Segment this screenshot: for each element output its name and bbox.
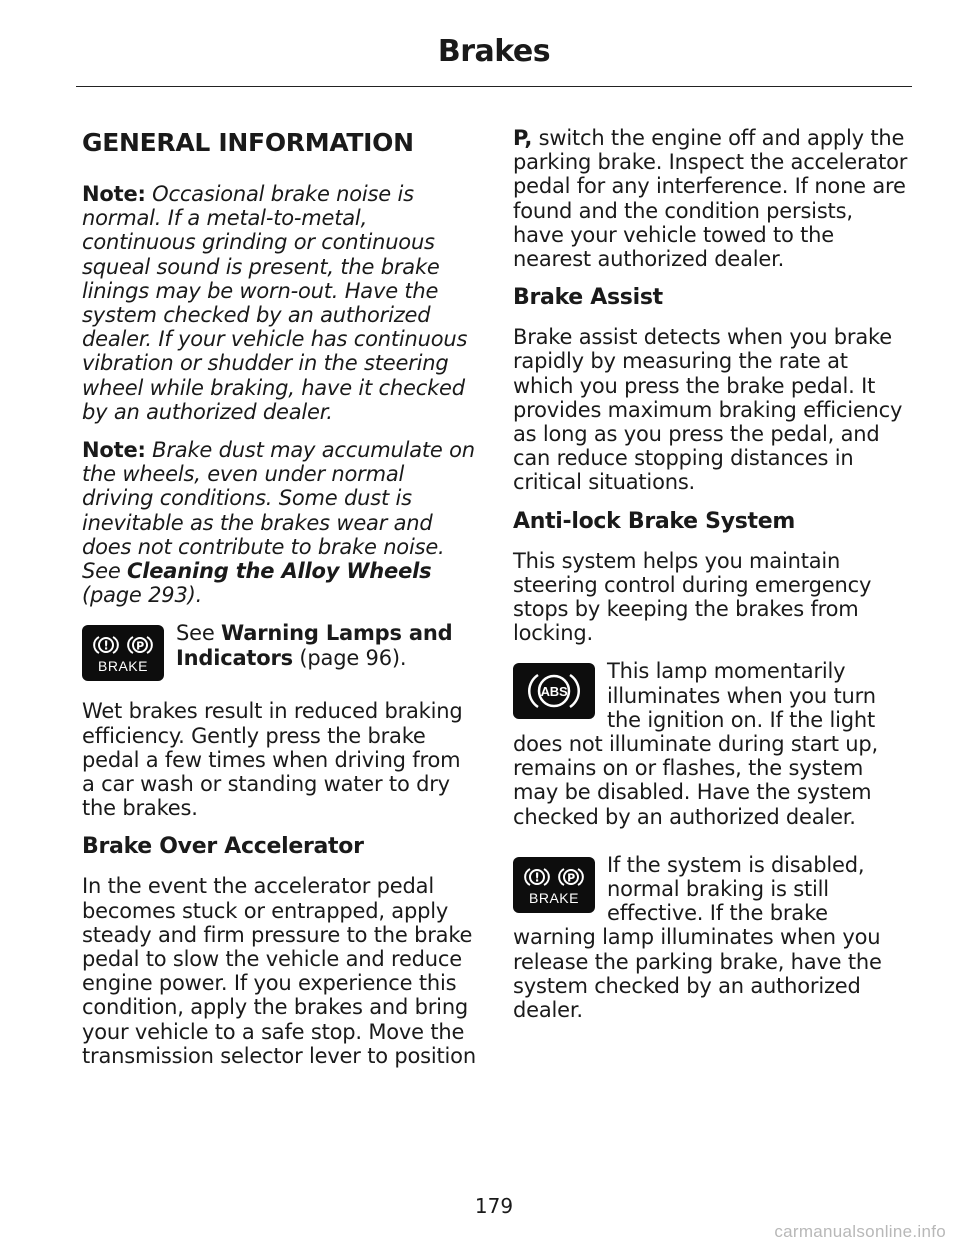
alert-mark: ! xyxy=(534,870,540,885)
brake-alert-icon xyxy=(524,866,550,888)
page-reference: (page 96). xyxy=(292,645,407,670)
left-column xyxy=(82,118,477,1082)
position-p-label: P, xyxy=(513,126,533,150)
parking-brake-icon xyxy=(558,866,584,888)
page-reference: (page 293). xyxy=(82,583,203,608)
page-title: Brakes xyxy=(437,34,551,69)
abs-icon xyxy=(526,669,582,713)
header-divider xyxy=(76,86,912,87)
brake-word: BRAKE xyxy=(98,658,148,675)
parking-brake-icon xyxy=(127,634,153,656)
park-letter: P xyxy=(136,639,144,653)
brake-lamp-reference xyxy=(513,853,908,1022)
note-label: Note: xyxy=(82,182,146,206)
section-title-brake-assist: Brake Assist xyxy=(513,285,663,311)
note-brake-dust xyxy=(82,438,477,607)
brake-warning-lamp-reference xyxy=(82,621,477,685)
brake-over-accelerator-paragraph: In the event the accelerator pedal becomes stuck or entrapped, apply steady and firm pressure to the brake pedal to slow the vehicle and reduce engine power. If you experience this condition, apply the brakes and bring your vehicle to a safe stop. Move the transmission selector lever to position xyxy=(82,874,476,1068)
abs-intro-paragraph: This system helps you maintain steering control during emergency stops by keeping the brakes from locking. xyxy=(513,548,872,646)
note-label: Note: xyxy=(82,438,146,463)
note-text: Brake dust may accumulate on the wheels, even under normal driving conditions. Some dust is inevitable as the brakes wear and does not contribute to brake noise. See xyxy=(82,438,475,584)
brake-lamp-text: If the system is disabled, normal braking is still effective. If the brake warning lamp illuminates when you release the parking brake, have the system checked by an authorized dealer. xyxy=(513,852,882,1023)
alert-mark: ! xyxy=(103,638,109,653)
park-letter: P xyxy=(567,871,575,885)
right-column xyxy=(513,126,908,1036)
watermark: carmanualsonline.info xyxy=(774,1222,946,1241)
continued-text: switch the engine off and apply the parking brake. Inspect the accelerator pedal for any interference. If none are found and the condition persists, have your vehicle towed to the nearest authorized dealer. xyxy=(513,126,908,272)
link-cleaning-alloy-wheels[interactable]: Cleaning the Alloy Wheels xyxy=(127,559,432,584)
section-title-general-information: GENERAL INFORMATION xyxy=(82,128,414,157)
wet-brakes-paragraph: Wet brakes result in reduced braking efficiency. Gently press the brake pedal a few times when driving from a car wash or standing water to dry the brakes. xyxy=(82,699,463,821)
abs-label: ABS xyxy=(540,684,568,700)
continued-paragraph xyxy=(513,126,908,271)
brake-alert-icon xyxy=(93,634,119,656)
abs-lamp-reference xyxy=(513,659,908,828)
brake-assist-paragraph: Brake assist detects when you brake rapidly by measuring the rate at which you press the brake pedal. It provides maximum braking efficiency as long as you press the pedal, and can reduce stopping distances in critical situations. xyxy=(513,325,903,495)
page-number: 179 xyxy=(474,1194,514,1218)
abs-warning-lamp-icon xyxy=(513,663,595,719)
brake-warning-lamp-icon xyxy=(82,625,164,681)
note-text: Occasional brake noise is normal. If a metal-to-metal, continuous grinding or continuous squeal sound is present, the brake linings may be worn-out. Have the system checked by an authorized dealer. If your vehicle has continuous vibration or shudder in the steering wheel while braking, have it checked by an authorized dealer. xyxy=(82,182,468,424)
see-text: See xyxy=(176,621,222,646)
note-brake-noise xyxy=(82,182,477,424)
brake-warning-lamp-icon xyxy=(513,857,595,913)
brake-word: BRAKE xyxy=(529,889,579,906)
abs-lamp-text: This lamp momentarily illuminates when you turn the ignition on. If the light does not illuminate during start up, remains on or flashes, the system may be disabled. Have the system checked by an authorized dealer. xyxy=(513,659,879,829)
section-title-brake-over-accelerator: Brake Over Accelerator xyxy=(82,834,364,860)
section-title-anti-lock-brake-system: Anti-lock Brake System xyxy=(513,508,795,534)
link-warning-lamps-indicators[interactable]: Warning Lamps and Indicators xyxy=(176,621,453,670)
